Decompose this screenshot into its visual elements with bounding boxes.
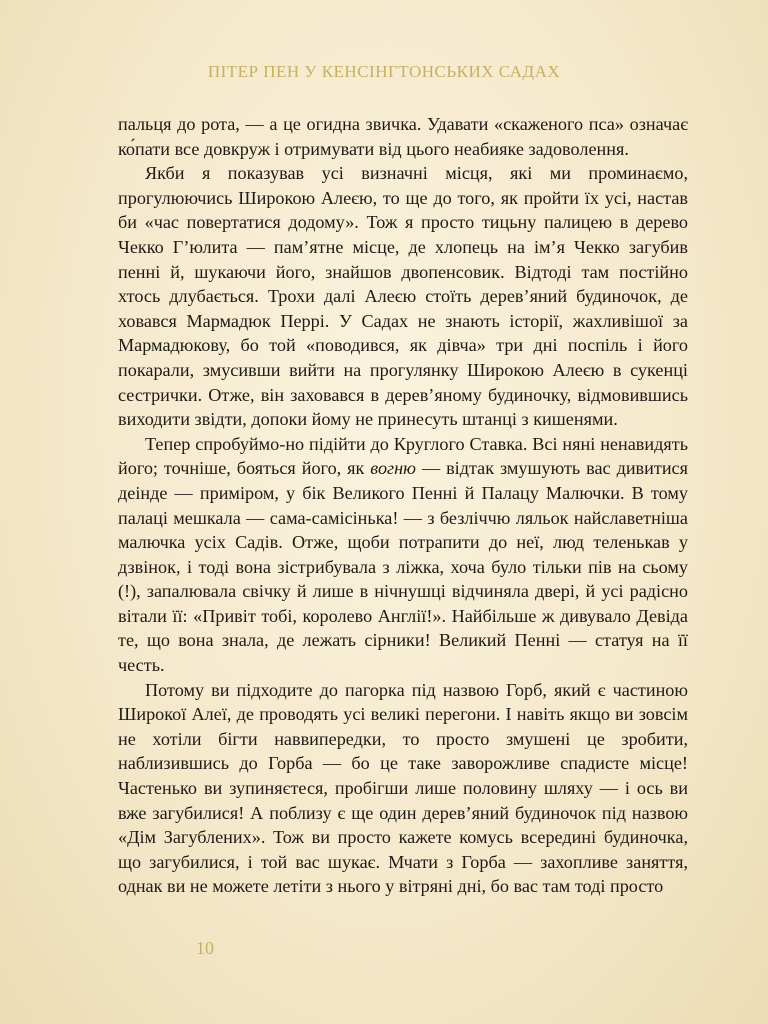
body-text (118, 112, 688, 899)
paragraph-1: пальця до рота, — а це огидна звичка. Удавати «скаженого пса» означає ко́пати все довкруж і отримувати від цього неабияке задоволення. (118, 114, 688, 159)
page-number: 10 (196, 938, 214, 958)
running-head: ПІТЕР ПЕН У КЕНСІНГТОНСЬКИХ САДАХ (207, 62, 561, 81)
paragraph-3-part-1: Тепер спробуймо-но підійти до Круглого Ставка. Всі няні ненавидять його; точніше, бояться його, як (118, 433, 688, 479)
paragraph-3 (118, 432, 688, 678)
paragraph-4: Потому ви підходите до пагорка під назвою Горб, який є частиною Широкої Алеї, де проводять усі великі перегони. І навіть якщо ви зовсім не хотіли бігти наввипередки, то просто змушені це зробити, наблизившись до Горба — бо це таке заворожливе спадисте місце! Частенько ви зупиняєтеся, пробігши лише половину шляху — і ось ви вже загубилися! А поблизу є ще один дерев’яний будиночок під назвою «Дім Загублених». Тож ви просто кажете комусь всередині будиночка, що загубилися, і той вас шукає. Мчати з Горба — захопливе заняття, однак ви не можете летіти з нього у вітряні дні, бо вас там тоді просто (118, 679, 688, 897)
paragraph-2: Якби я показував усі визначні місця, які ми проминаємо, прогулюючись Широкою Алеєю, то ще до того, як пройти їх усі, настав би «час повертатися додому». Тож я просто тицьну палицею в дерево Чекко Г’юлита — пам’ятне місце, де хлопець на ім’я Чекко загубив пенні й, шукаючи його, знайшов двопенсовик. Відтоді там постійно хтось длубається. Трохи далі Алеєю стоїть дерев’яний будиночок, де ховався Мармадюк Перрі. У Садах не знають історії, жахливішої за Мармадюкову, бо той «поводився, як дівча» три дні поспіль і його покарали, змусивши вийти на прогулянку Широкою Алеєю в сукенці сестрички. Отже, він заховався в дерев’яному будиночку, відмовившись виходити звідти, допоки йому не принесуть штанці з кишенями. (118, 163, 688, 430)
paragraph-3-part-2: — відтак змушують вас дивитися деінде — приміром, у бік Великого Пенні й Палацу Малючки. В тому палаці мешкала — сама-самісінька! — з безліччю ляльок найславетніша малючка усіх Садів. Отже, щоби потрапити до неї, люд теленькав у дзвінок, і тоді вона зістрибувала з ліжка, хоча було тільки пів на сьому (!), запалювала свічку й лише в нічнушці відчиняла двері, й усі радісно вітали її: «Привіт тобі, королево Англії!». Найбільше ж дивувало Девіда те, що вона знала, де лежать сірники! Великий Пенні — статуя на її честь. (118, 458, 688, 676)
emphasis-word: вогню (370, 458, 416, 479)
